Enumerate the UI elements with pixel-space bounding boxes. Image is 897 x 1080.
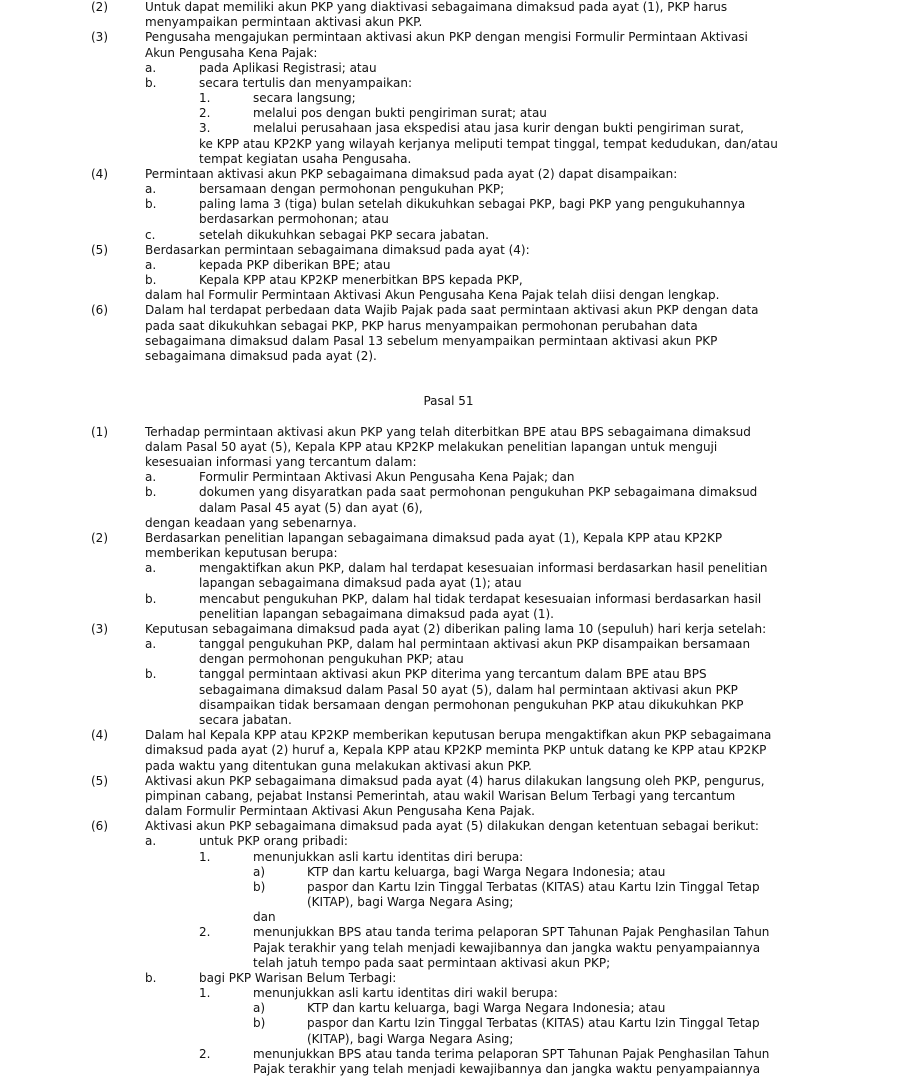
numbered-clause-line [0,106,897,121]
numbered-clause-line [0,197,897,212]
text-line [0,1032,897,1047]
clause-number: b) [253,879,266,894]
text-line [0,1062,897,1077]
clause-number: 3. [199,121,211,136]
clause-number: (4) [91,728,108,743]
clause-text: dengan permohonan pengukuhan PKP; atau [199,652,464,667]
clause-number: (3) [91,30,108,45]
numbered-clause-line [0,925,897,940]
clause-text: Permintaan aktivasi akun PKP sebagaimana dimaksud pada ayat (2) dapat disampaikan: [145,166,678,181]
clause-number: 1. [199,91,211,106]
numbered-clause-line [0,531,897,546]
clause-text: pada Aplikasi Registrasi; atau [199,60,377,75]
clause-text: sebagaimana dimaksud dalam Pasal 13 sebelum menyampaikan permintaan aktivasi akun PKP [145,333,718,348]
clause-number: b. [145,485,157,500]
text-line [0,379,897,394]
clause-text: untuk PKP orang pribadi: [199,834,348,849]
clause-number: a. [145,637,157,652]
clause-number: a. [145,60,157,75]
text-line [0,516,897,531]
clause-text: ke KPP atau KP2KP yang wilayah kerjanya meliputi tempat tinggal, tempat kedudukan, dan/atau [199,136,778,151]
clause-text: menyampaikan permintaan aktivasi akun PKP. [145,15,423,30]
clause-text: disampaikan tidak bersamaan dengan permohonan pengukuhan PKP atau dikukuhkan PKP [199,697,744,712]
text-line [0,576,897,591]
clause-number: a) [253,1001,266,1016]
clause-text: mengaktifkan akun PKP, dalam hal terdapat kesesuaian informasi berdasarkan hasil penelitian [199,561,768,576]
clause-text: Berdasarkan permintaan sebagaimana dimaksud pada ayat (4): [145,242,530,257]
clause-text: Keputusan sebagaimana dimaksud pada ayat (2) diberikan paling lama 10 (sepuluh) hari kerja setelah: [145,621,767,636]
clause-text: menunjukkan asli kartu identitas diri berupa: [253,849,524,864]
clause-text: Aktivasi akun PKP sebagaimana dimaksud pada ayat (5) dilakukan dengan ketentuan sebagai berikut: [145,819,759,834]
numbered-clause-line [0,0,897,15]
text-line [0,212,897,227]
text-line [0,804,897,819]
clause-text: Dalam hal terdapat perbedaan data Wajib Pajak pada saat permintaan aktivasi akun PKP dengan data [145,303,759,318]
clause-text: pimpinan cabang, pejabat Instansi Pemerintah, atau wakil Warisan Belum Terbagi yang tercantum [145,788,736,803]
text-line [0,319,897,334]
clause-text: dalam Formulir Permintaan Aktivasi Akun Pengusaha Kena Pajak. [145,804,535,818]
text-line [0,410,897,425]
clause-text: telah jatuh tempo pada saat permintaan aktivasi akun PKP; [253,955,611,970]
numbered-clause-line [0,865,897,880]
clause-number: 2. [199,1046,211,1061]
text-line [0,46,897,61]
clause-text: bersamaan dengan permohonan pengukuhan PKP; [199,182,505,197]
clause-text: dengan keadaan yang sebenarnya. [145,515,357,530]
text-line [0,15,897,30]
numbered-clause-line [0,667,897,682]
clause-text: Berdasarkan penelitian lapangan sebagaimana dimaksud pada ayat (1), Kepala KPP atau KP2KP [145,530,723,545]
text-line [0,137,897,152]
clause-number: b. [145,273,157,288]
text-line [0,789,897,804]
clause-text: secara jabatan. [199,712,292,727]
clause-text: Pengusaha mengajukan permintaan aktivasi akun PKP dengan mengisi Formulir Permintaan Aktivasi [145,30,748,45]
clause-text: tanggal pengukuhan PKP, dalam hal permintaan aktivasi akun PKP disampaikan bersamaan [199,637,751,652]
text-line [0,334,897,349]
clause-number: b. [145,667,157,682]
text-line [0,607,897,622]
clause-number: 2. [199,106,211,121]
clause-text: menunjukkan BPS atau tanda terima pelaporan SPT Tahunan Pajak Penghasilan Tahun [253,925,770,940]
text-line [0,440,897,455]
article-heading-line [0,394,897,409]
clause-text: Kepala KPP atau KP2KP menerbitkan BPS kepada PKP, [199,273,523,288]
clause-text: lapangan sebagaimana dimaksud pada ayat (1); atau [199,576,522,591]
clause-number: b) [253,1016,266,1031]
numbered-clause-line [0,592,897,607]
clause-text: Dalam hal Kepala KPP atau KP2KP memberikan keputusan berupa mengaktifkan akun PKP sebagaimana [145,728,772,743]
clause-number: c. [145,227,156,242]
numbered-clause-line [0,243,897,258]
clause-text: menunjukkan asli kartu identitas diri wakil berupa: [253,986,558,1001]
clause-number: (5) [91,242,108,257]
numbered-clause-line [0,728,897,743]
clause-text: pada waktu yang ditentukan guna melakukan aktivasi akun PKP. [145,758,532,773]
clause-text: secara tertulis dan menyampaikan: [199,75,413,90]
clause-number: (1) [91,424,108,439]
clause-text: KTP dan kartu keluarga, bagi Warga Negara Indonesia; atau [307,1001,666,1016]
clause-number: (3) [91,621,108,636]
numbered-clause-line [0,61,897,76]
text-line [0,455,897,470]
text-line [0,956,897,971]
clause-text: melalui pos dengan bukti pengiriman surat; atau [253,106,547,121]
numbered-clause-line [0,834,897,849]
clause-text: (KITAP), bagi Warga Negara Asing; [307,895,514,910]
clause-text: berdasarkan permohonan; atau [199,212,389,227]
numbered-clause-line [0,30,897,45]
clause-number: (2) [91,530,108,545]
clause-text: Aktivasi akun PKP sebagaimana dimaksud pada ayat (4) harus dilakukan langsung oleh PKP, pengurus, [145,773,765,788]
clause-number: a. [145,470,157,485]
text-line [0,152,897,167]
clause-number: (5) [91,773,108,788]
clause-text: dalam Pasal 45 ayat (5) dan ayat (6), [199,500,423,515]
clause-number: 1. [199,849,211,864]
clause-text: Terhadap permintaan aktivasi akun PKP yang telah diterbitkan BPE atau BPS sebagaimana dimaksud [145,424,751,439]
numbered-clause-line [0,485,897,500]
clause-number: a) [253,864,266,879]
clause-number: (4) [91,166,108,181]
clause-text: kepada PKP diberikan BPE; atau [199,257,391,272]
clause-text: Untuk dapat memiliki akun PKP yang diaktivasi sebagaimana dimaksud pada ayat (1), PKP harus [145,0,728,14]
numbered-clause-line [0,182,897,197]
numbered-clause-line [0,303,897,318]
text-line [0,910,897,925]
clause-number: b. [145,75,157,90]
numbered-clause-line [0,470,897,485]
clause-text: secara langsung; [253,91,356,106]
numbered-clause-line [0,167,897,182]
clause-text: (KITAP), bagi Warga Negara Asing; [307,1031,514,1046]
clause-text: tanggal permintaan aktivasi akun PKP diterima yang tercantum dalam BPE atau BPS [199,667,707,682]
numbered-clause-line [0,425,897,440]
clause-number: a. [145,182,157,197]
text-line [0,652,897,667]
numbered-clause-line [0,258,897,273]
numbered-clause-line [0,971,897,986]
text-line [0,546,897,561]
clause-text: paspor dan Kartu Izin Tinggal Terbatas (KITAS) atau Kartu Izin Tinggal Tetap [307,1016,760,1031]
text-line [0,713,897,728]
text-line [0,698,897,713]
numbered-clause-line [0,774,897,789]
clause-text: kesesuaian informasi yang tercantum dalam: [145,455,417,470]
clause-number: b. [145,591,157,606]
text-line [0,364,897,379]
numbered-clause-line [0,273,897,288]
clause-number: (6) [91,303,108,318]
clause-number: b. [145,970,157,985]
numbered-clause-line [0,121,897,136]
clause-text: paspor dan Kartu Izin Tinggal Terbatas (KITAS) atau Kartu Izin Tinggal Tetap [307,879,760,894]
clause-text: pada saat dikukuhkan sebagai PKP, PKP harus menyampaikan permohonan perubahan data [145,318,698,333]
clause-number: a. [145,834,157,849]
numbered-clause-line [0,986,897,1001]
clause-text: paling lama 3 (tiga) bulan setelah dikukuhkan sebagai PKP, bagi PKP yang pengukuhannya [199,197,746,212]
text-line [0,941,897,956]
text-line [0,683,897,698]
text-line [0,895,897,910]
clause-text: dokumen yang disyaratkan pada saat permohonan pengukuhan PKP sebagaimana dimaksud [199,485,758,500]
clause-text: menunjukkan BPS atau tanda terima pelaporan SPT Tahunan Pajak Penghasilan Tahun [253,1046,770,1061]
clause-text: Formulir Permintaan Aktivasi Akun Pengusaha Kena Pajak; dan [199,470,575,485]
numbered-clause-line [0,76,897,91]
clause-text: mencabut pengukuhan PKP, dalam hal tidak terdapat kesesuaian informasi berdasarkan hasil [199,591,762,606]
clause-number: 1. [199,986,211,1001]
clause-text: dan [253,910,276,925]
clause-text: dimaksud pada ayat (2) huruf a, Kepala KPP atau KP2KP meminta PKP untuk datang ke KPP atau KP2KP [145,743,767,758]
clause-text: bagi PKP Warisan Belum Terbagi: [199,970,397,985]
clause-text: Akun Pengusaha Kena Pajak: [145,45,318,60]
clause-number: a. [145,561,157,576]
numbered-clause-line [0,880,897,895]
clause-text: sebagaimana dimaksud dalam Pasal 50 ayat (5), dalam hal permintaan aktivasi akun PKP [199,682,738,697]
numbered-clause-line [0,819,897,834]
clause-text: Pajak terakhir yang telah menjadi kewajibannya dan jangka waktu penyampaiannya [253,940,761,955]
clause-text: KTP dan kartu keluarga, bagi Warga Negara Indonesia; atau [307,864,666,879]
clause-number: 2. [199,925,211,940]
clause-number: a. [145,257,157,272]
text-line [0,501,897,516]
clause-text: dalam hal Formulir Permintaan Aktivasi Akun Pengusaha Kena Pajak telah diisi dengan lengkap. [145,288,720,303]
numbered-clause-line [0,228,897,243]
text-line [0,759,897,774]
numbered-clause-line [0,91,897,106]
clause-text: melalui perusahaan jasa ekspedisi atau jasa kurir dengan bukti pengiriman surat, [253,121,744,136]
clause-text: dalam Pasal 50 ayat (5), Kepala KPP atau KP2KP melakukan penelitian lapangan untuk menguji [145,439,718,454]
numbered-clause-line [0,850,897,865]
text-line [0,349,897,364]
clause-text: memberikan keputusan berupa: [145,546,338,561]
numbered-clause-line [0,637,897,652]
numbered-clause-line [0,561,897,576]
clause-text: tempat kegiatan usaha Pengusaha. [199,151,412,166]
clause-number: b. [145,197,157,212]
article-heading: Pasal 51 [423,394,474,409]
text-line [0,288,897,303]
clause-text: sebagaimana dimaksud pada ayat (2). [145,348,377,363]
numbered-clause-line [0,1001,897,1016]
numbered-clause-line [0,1047,897,1062]
numbered-clause-line [0,1016,897,1031]
clause-text: setelah dikukuhkan sebagai PKP secara jabatan. [199,227,489,242]
text-line [0,743,897,758]
clause-number: (2) [91,0,108,14]
numbered-clause-line [0,622,897,637]
clause-text: Pajak terakhir yang telah menjadi kewajibannya dan jangka waktu penyampaiannya [253,1061,761,1076]
clause-number: (6) [91,819,108,834]
clause-text: penelitian lapangan sebagaimana dimaksud pada ayat (1). [199,606,554,621]
